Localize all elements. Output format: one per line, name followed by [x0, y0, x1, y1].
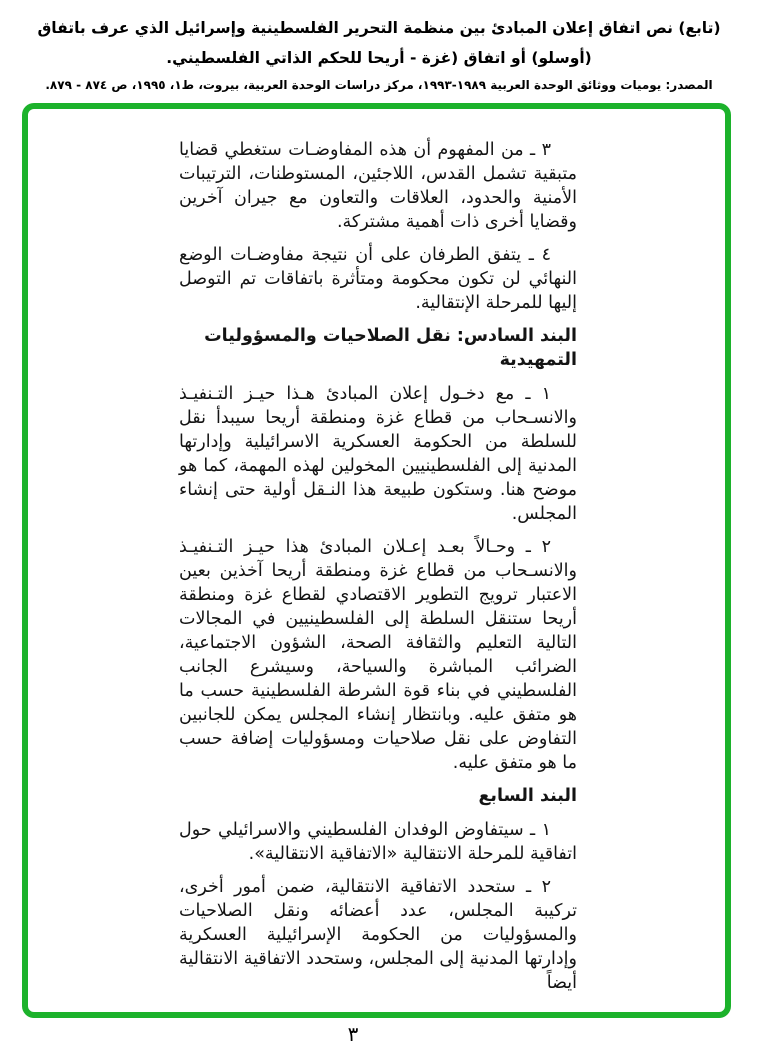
- document-title: (تابع) نص اتفاق إعلان المبادئ بين منظمة التحرير الفلسطينية وإسرائيل الذي عرف باتفاق (أوسلو) أو اتفاق (غزة - أريحا للحكم الذاتي الفلسطيني.: [37, 19, 721, 68]
- paragraph-article-7-clause-2: ٢ ـ ستحدد الاتفاقية الانتقالية، ضمن أمور أخرى، تركيبة المجلس، عدد أعضائه ونقل الصلاحيات والمسؤوليات من الحكومة الإسرائيلية العسكرية وإدارتها المدنية إلى المجلس، وستحدد الاتفاقية الانتقالية أيضاً: [178, 877, 577, 993]
- page-header: [12, 13, 746, 92]
- paragraph-clause-3: ٣ ـ من المفهوم أن هذه المفاوضـات ستغطي قضايا متبقية تشمل القدس، اللاجئين، المستوطنات، الترتيبات الأمنية والحدود، العلاقات والتعاون مع جيران آخرين وقضايا أخرى ذات أهمية مشتركة.: [179, 140, 577, 232]
- paragraph-article-6-clause-2: ٢ ـ وحـالاً بعـد إعـلان المبادئ هذا حيـز التـنفيـذ والانسـحاب من قطاع غزة ومنطقة أريحا آخذين بعين الاعتبار ترويج التطوير الاقتصادي لقطاع غزة ومنطقة أريحا ستنقل السلطة إلى الفلسطينيين في المجالات التالية التعليم والثقافة الصحة، الشؤون الاجتماعية، الضرائب المباشرة والسياحة، وسيشرع الجانب الفلسطيني في بناء قوة الشرطة الفلسطينية حسب ما هو متفق عليه. وبانتظار إنشاء المجلس يمكن للجانبين التفاوض على نقل صلاحيات ومسؤوليات إضافة حسب ما هو متفق عليه.: [179, 537, 577, 773]
- paragraph-article-7-clause-1: ١ ـ سيتفاوض الوفدان الفلسطيني والاسرائيلي حول اتفاقية للمرحلة الانتقالية «الاتفاقية الانتقالية».: [179, 820, 577, 864]
- paragraph-clause-4: ٤ ـ يتفق الطرفان على أن نتيجة مفاوضـات الوضع النهائي لن تكون محكومة ومتأثرة باتفاقات تم التوصل إليها للمرحلة الإنتقالية.: [179, 245, 577, 313]
- section-heading-article-7: البند السابع: [478, 786, 577, 806]
- page-number: ٣: [347, 1022, 359, 1046]
- source-citation: المصدر: يوميات ووثائق الوحدة العربية ١٩٨٩-١٩٩٣، مركز دراسات الوحدة العربية، بيروت، ط١، ١٩٩٥، ص ٨٧٤ - ٨٧٩.: [45, 78, 713, 93]
- content-frame: [22, 103, 731, 1018]
- text-column: [179, 138, 577, 1004]
- paragraph-article-6-clause-1: ١ ـ مع دخـول إعلان المبادئ هـذا حيـز التـنفيـذ والانسـحاب من قطاع غزة ومنطقة أريحا سيبدأ نقل للسلطة من الحكومة العسكرية الاسرائيلية وإدارتها المدنية إلى الفلسطينيين المخولين لهذه المهمة، كما هو موضح هنا. وستكون طبيعة هذا النـقل أولية حتى إنشاء المجلس.: [179, 384, 577, 524]
- section-heading-article-6: البند السادس: نقل الصلاحيات والمسؤوليات التمهيدية: [204, 326, 577, 370]
